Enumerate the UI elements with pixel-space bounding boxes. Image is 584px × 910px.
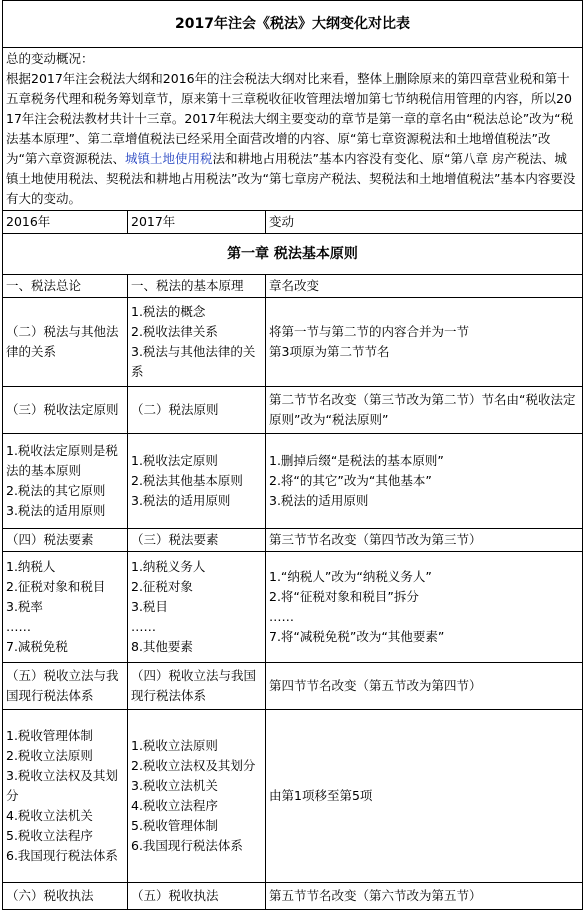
cell-line: 一、税法总论 bbox=[6, 278, 82, 293]
cell-line: 1.税收法定原则是税法的基本原则 bbox=[6, 443, 118, 478]
cell-line: 2.征税对象和税目 bbox=[6, 579, 106, 594]
overview-text-b: 法和耕地占用税法”基本内容没有变化、原“第八章 房产税法、城镇土地使用税法、契税法和耕地占用税法”改为“第七章房产税法、契税法和土地增值税法”基本内容要没有大的变动。 bbox=[6, 151, 576, 206]
cell-change bbox=[266, 387, 583, 434]
cell-line: 1.税收管理体制 bbox=[6, 728, 93, 743]
cell-c2017 bbox=[128, 387, 266, 434]
cell-line: 2.征税对象 bbox=[131, 579, 193, 594]
cell-line: 由第1项移至第5项 bbox=[269, 788, 373, 803]
cell-line: （五）税收执法 bbox=[131, 888, 219, 903]
cell-line: 章名改变 bbox=[269, 278, 320, 293]
cell-change bbox=[266, 663, 583, 710]
cell-line: （二）税法原则 bbox=[131, 402, 219, 417]
table-row bbox=[3, 552, 583, 663]
cell-line: 8.其他要素 bbox=[131, 639, 193, 654]
table-row bbox=[3, 387, 583, 434]
cell-line: 3.税法的适用原则 bbox=[269, 493, 369, 508]
cell-line: 4.税收立法机关 bbox=[6, 808, 93, 823]
cell-line: （三）税收法定原则 bbox=[6, 402, 119, 417]
cell-line: 1.税收法定原则 bbox=[131, 453, 218, 468]
cell-c2016 bbox=[3, 883, 128, 910]
cell-line: 2.将“的其它”改为“其他基本” bbox=[269, 473, 432, 488]
cell-line: （五）税收立法与我国现行税法体系 bbox=[6, 668, 119, 703]
cell-line: 3.税收立法机关 bbox=[131, 778, 218, 793]
cell-line: （六）税收执法 bbox=[6, 888, 94, 903]
cell-line: 7.将“减税免税”改为“其他要素” bbox=[269, 629, 445, 644]
cell-line: 6.我国现行税法体系 bbox=[131, 838, 243, 853]
cell-c2016 bbox=[3, 552, 128, 663]
cell-change bbox=[266, 434, 583, 529]
cell-line: 一、税法的基本原理 bbox=[131, 278, 244, 293]
column-header-2016: 2016年 bbox=[3, 211, 128, 234]
cell-line: 1.纳税人 bbox=[6, 559, 56, 574]
cell-line: （二）税法与其他法律的关系 bbox=[6, 324, 119, 359]
cell-line: 2.税收立法原则 bbox=[6, 748, 93, 763]
cell-change bbox=[266, 275, 583, 298]
cell-c2016 bbox=[3, 434, 128, 529]
cell-line: 第二节节名改变（第三节改为第二节）节名由“税收法定原则”改为“税法原则” bbox=[269, 392, 576, 427]
cell-line: （三）税法要素 bbox=[131, 532, 219, 547]
table-row bbox=[3, 883, 583, 910]
column-header-change: 变动 bbox=[266, 211, 583, 234]
cell-c2016 bbox=[3, 387, 128, 434]
cell-line: 3.税法的适用原则 bbox=[131, 493, 231, 508]
cell-line: 1.税收立法原则 bbox=[131, 738, 218, 753]
cell-line: …… bbox=[269, 609, 294, 624]
cell-c2017 bbox=[128, 883, 266, 910]
overview-link[interactable]: 城镇土地使用税 bbox=[124, 151, 213, 166]
cell-line: 2.税收立法权及其划分 bbox=[131, 758, 256, 773]
cell-c2017 bbox=[128, 275, 266, 298]
cell-line: …… bbox=[6, 619, 31, 634]
cell-line: 第四节节名改变（第五节改为第四节） bbox=[269, 678, 482, 693]
chapter-heading: 第一章 税法基本原则 bbox=[3, 234, 583, 275]
cell-line: 1.删掉后缀“是税法的基本原则” bbox=[269, 453, 444, 468]
cell-c2016 bbox=[3, 663, 128, 710]
cell-line: 第三节节名改变（第四节改为第三节） bbox=[269, 532, 482, 547]
cell-line: …… bbox=[131, 619, 156, 634]
column-header-row bbox=[3, 211, 583, 234]
cell-line: 4.税收立法程序 bbox=[131, 798, 218, 813]
cell-line: 2.税法其他基本原则 bbox=[131, 473, 243, 488]
comparison-rows bbox=[3, 275, 583, 910]
cell-line: 7.减税免税 bbox=[6, 639, 68, 654]
cell-line: 3.税目 bbox=[131, 599, 168, 614]
column-header-2017: 2017年 bbox=[128, 211, 266, 234]
cell-c2016 bbox=[3, 275, 128, 298]
document-title: 2017年注会《税法》大纲变化对比表 bbox=[3, 1, 583, 48]
overview-cell bbox=[3, 48, 583, 211]
cell-line: 1.税法的概念 bbox=[131, 304, 206, 319]
syllabus-comparison-table bbox=[2, 0, 583, 910]
cell-change bbox=[266, 529, 583, 552]
cell-c2017 bbox=[128, 434, 266, 529]
cell-line: 2.将“征税对象和税目”拆分 bbox=[269, 589, 419, 604]
cell-line: 将第一节与第二节的内容合并为一节 bbox=[269, 324, 470, 339]
cell-line: 2.税收法律关系 bbox=[131, 324, 218, 339]
cell-line: 2.税法的其它原则 bbox=[6, 483, 106, 498]
cell-line: 第五节节名改变（第六节改为第五节） bbox=[269, 888, 482, 903]
overview-text bbox=[6, 71, 575, 206]
cell-line: 3.税法与其他法律的关系 bbox=[131, 344, 256, 379]
table-row bbox=[3, 710, 583, 883]
cell-c2017 bbox=[128, 663, 266, 710]
cell-line: 5.税收立法程序 bbox=[6, 828, 93, 843]
cell-line: 6.我国现行税法体系 bbox=[6, 848, 118, 863]
cell-line: 1.纳税义务人 bbox=[131, 559, 206, 574]
cell-c2017 bbox=[128, 298, 266, 387]
cell-line: 5.税收管理体制 bbox=[131, 818, 218, 833]
overview-heading: 总的变动概况： bbox=[6, 51, 94, 66]
cell-line: 3.税法的适用原则 bbox=[6, 503, 106, 518]
cell-line: 第3项原为第二节节名 bbox=[269, 344, 390, 359]
table-row bbox=[3, 275, 583, 298]
cell-c2016 bbox=[3, 529, 128, 552]
cell-change bbox=[266, 552, 583, 663]
cell-line: 1.“纳税人”改为“纳税义务人” bbox=[269, 569, 432, 584]
cell-c2017 bbox=[128, 529, 266, 552]
cell-line: （四）税法要素 bbox=[6, 532, 94, 547]
cell-change bbox=[266, 883, 583, 910]
table-row bbox=[3, 434, 583, 529]
cell-line: 3.税收立法权及其划分 bbox=[6, 768, 118, 803]
cell-c2017 bbox=[128, 710, 266, 883]
cell-change bbox=[266, 710, 583, 883]
table-row bbox=[3, 663, 583, 710]
cell-line: （四）税收立法与我国现行税法体系 bbox=[131, 668, 257, 703]
cell-change bbox=[266, 298, 583, 387]
table-row bbox=[3, 298, 583, 387]
cell-c2016 bbox=[3, 298, 128, 387]
overview-text-a: 根据2017年注会税法大纲和2016年的注会税法大纲对比来看，整体上删除原来的第四章营业税和第十五章税务代理和税务筹划章节，原来第十三章税收征收管理法增加第七节纳税信用管理的内容，所以2017年注会税法教材共计十三章。2017年税法大纲主要变动的章节是第一章的章名由“税法总论”改为“税法基本原理”、第二章增值税法已经采用全面营改增的内容、原“第七章资源税法和土地增值税法”改为“第六章资源税法、 bbox=[6, 71, 574, 166]
cell-c2017 bbox=[128, 552, 266, 663]
table-row bbox=[3, 529, 583, 552]
cell-c2016 bbox=[3, 710, 128, 883]
cell-line: 3.税率 bbox=[6, 599, 43, 614]
